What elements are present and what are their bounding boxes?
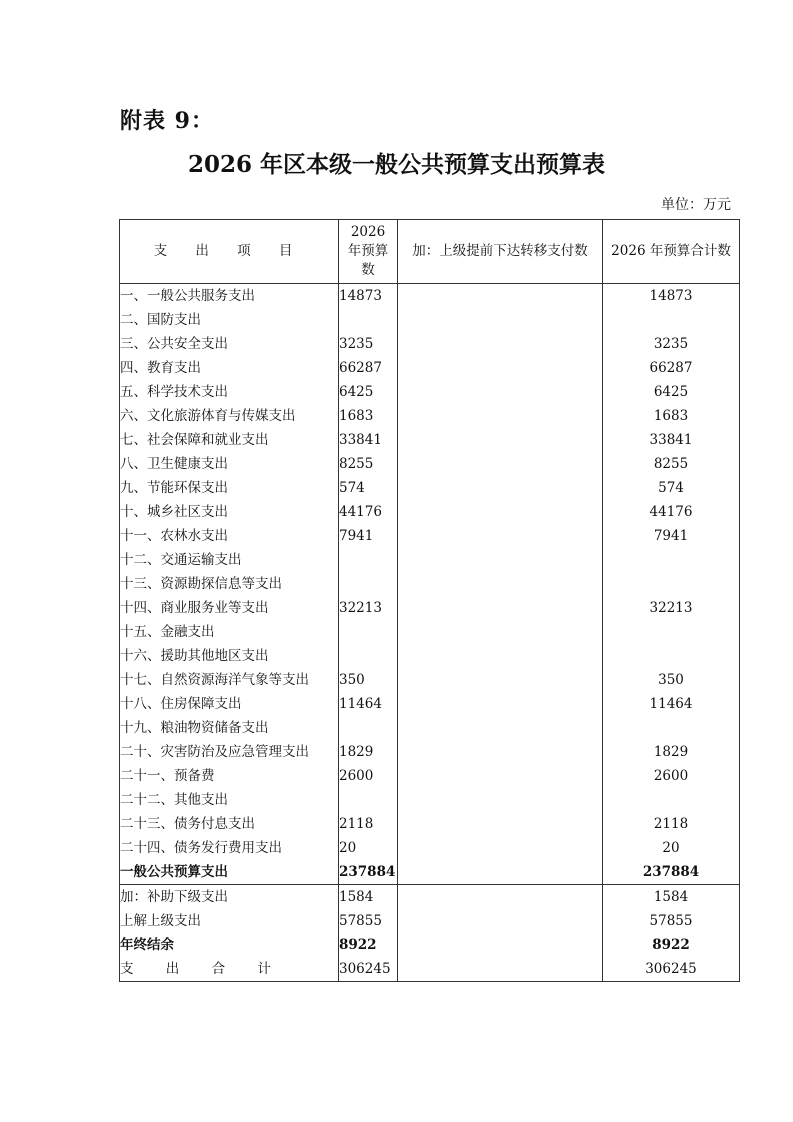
cell-budget: 1584	[339, 885, 398, 910]
header-budget-line3: 数	[361, 262, 375, 278]
cell-budget	[339, 788, 398, 812]
adjustment-row	[120, 909, 740, 933]
cell-item: 年终结余	[120, 933, 339, 957]
table-row	[120, 308, 740, 332]
table-body	[120, 284, 740, 982]
cell-budget	[339, 644, 398, 668]
cell-item: 十二、交通运输支出	[120, 548, 339, 572]
table-row	[120, 596, 740, 620]
cell-item: 二十四、债务发行费用支出	[120, 836, 339, 860]
adjustment-row	[120, 933, 740, 957]
cell-budget: 2118	[339, 812, 398, 836]
cell-budget: 350	[339, 668, 398, 692]
header-budget-line2: 年预算	[347, 243, 389, 259]
cell-item: 十一、农林水支出	[120, 524, 339, 548]
cell-transfer	[398, 524, 603, 548]
cell-total: 8255	[603, 452, 740, 476]
cell-total: 574	[603, 476, 740, 500]
cell-total	[603, 548, 740, 572]
table-row	[120, 812, 740, 836]
cell-total: 6425	[603, 380, 740, 404]
cell-transfer	[398, 380, 603, 404]
cell-item: 二十三、债务付息支出	[120, 812, 339, 836]
table-row	[120, 572, 740, 596]
cell-item: 四、教育支出	[120, 356, 339, 380]
cell-item: 十八、住房保障支出	[120, 692, 339, 716]
cell-budget	[339, 716, 398, 740]
table-row	[120, 692, 740, 716]
cell-budget	[339, 308, 398, 332]
cell-budget: 306245	[339, 957, 398, 982]
cell-total: 66287	[603, 356, 740, 380]
cell-total	[603, 308, 740, 332]
cell-transfer	[398, 356, 603, 380]
cell-item: 六、文化旅游体育与传媒支出	[120, 404, 339, 428]
cell-item: 十五、金融支出	[120, 620, 339, 644]
cell-budget: 44176	[339, 500, 398, 524]
cell-item: 二、国防支出	[120, 308, 339, 332]
table-row	[120, 332, 740, 356]
cell-budget: 66287	[339, 356, 398, 380]
header-budget	[339, 220, 398, 284]
table-row	[120, 284, 740, 309]
header-budget-line1: 2026	[350, 224, 386, 240]
cell-total: 1683	[603, 404, 740, 428]
cell-item: 十九、粮油物资储备支出	[120, 716, 339, 740]
cell-total	[603, 572, 740, 596]
cell-transfer	[398, 788, 603, 812]
cell-budget: 1683	[339, 404, 398, 428]
table-row	[120, 548, 740, 572]
cell-budget: 57855	[339, 909, 398, 933]
cell-total: 44176	[603, 500, 740, 524]
unit-label: 单位：万元	[661, 197, 731, 213]
cell-total: 2600	[603, 764, 740, 788]
cell-item: 三、公共安全支出	[120, 332, 339, 356]
table-row	[120, 356, 740, 380]
cell-total: 1829	[603, 740, 740, 764]
cell-item: 十七、自然资源海洋气象等支出	[120, 668, 339, 692]
cell-total	[603, 716, 740, 740]
cell-transfer	[398, 909, 603, 933]
table-row	[120, 716, 740, 740]
cell-transfer	[398, 764, 603, 788]
cell-budget: 11464	[339, 692, 398, 716]
cell-budget: 237884	[339, 860, 398, 885]
cell-transfer	[398, 548, 603, 572]
table-row	[120, 668, 740, 692]
cell-item: 七、社会保障和就业支出	[120, 428, 339, 452]
cell-item: 二十二、其他支出	[120, 788, 339, 812]
cell-total	[603, 788, 740, 812]
adjustment-row	[120, 885, 740, 910]
cell-budget	[339, 548, 398, 572]
cell-total	[603, 620, 740, 644]
cell-budget: 8922	[339, 933, 398, 957]
cell-budget: 8255	[339, 452, 398, 476]
cell-total	[603, 644, 740, 668]
cell-item: 十六、援助其他地区支出	[120, 644, 339, 668]
cell-transfer	[398, 668, 603, 692]
header-item: 支 出 项 目	[120, 220, 339, 284]
cell-total: 3235	[603, 332, 740, 356]
cell-transfer	[398, 404, 603, 428]
cell-total: 237884	[603, 860, 740, 885]
table-row	[120, 404, 740, 428]
cell-budget: 2600	[339, 764, 398, 788]
cell-budget	[339, 620, 398, 644]
cell-item: 十、城乡社区支出	[120, 500, 339, 524]
table-row	[120, 476, 740, 500]
table-row	[120, 764, 740, 788]
table-row	[120, 836, 740, 860]
cell-item: 二十、灾害防治及应急管理支出	[120, 740, 339, 764]
table-row	[120, 740, 740, 764]
cell-total: 57855	[603, 909, 740, 933]
cell-item: 支 出 合 计	[120, 957, 339, 982]
cell-item: 九、节能环保支出	[120, 476, 339, 500]
table-row	[120, 380, 740, 404]
table-row	[120, 644, 740, 668]
cell-budget: 20	[339, 836, 398, 860]
cell-total: 11464	[603, 692, 740, 716]
cell-total: 7941	[603, 524, 740, 548]
cell-total: 14873	[603, 284, 740, 309]
appendix-label: 附表 9：	[120, 108, 214, 134]
cell-transfer	[398, 716, 603, 740]
cell-budget: 3235	[339, 332, 398, 356]
cell-transfer	[398, 572, 603, 596]
cell-budget: 7941	[339, 524, 398, 548]
cell-transfer	[398, 476, 603, 500]
table-row	[120, 500, 740, 524]
cell-budget: 6425	[339, 380, 398, 404]
cell-total: 8922	[603, 933, 740, 957]
cell-transfer	[398, 284, 603, 309]
cell-transfer	[398, 644, 603, 668]
table-header	[120, 220, 740, 284]
cell-item: 二十一、预备费	[120, 764, 339, 788]
table-row	[120, 524, 740, 548]
cell-total: 350	[603, 668, 740, 692]
cell-budget: 574	[339, 476, 398, 500]
header-row	[120, 220, 740, 284]
cell-transfer	[398, 812, 603, 836]
cell-total: 33841	[603, 428, 740, 452]
cell-total: 306245	[603, 957, 740, 982]
cell-transfer	[398, 957, 603, 982]
budget-table	[119, 219, 740, 982]
cell-transfer	[398, 836, 603, 860]
cell-total: 20	[603, 836, 740, 860]
cell-budget: 33841	[339, 428, 398, 452]
cell-item: 上解上级支出	[120, 909, 339, 933]
cell-transfer	[398, 885, 603, 910]
cell-item: 加：补助下级支出	[120, 885, 339, 910]
cell-item: 十三、资源勘探信息等支出	[120, 572, 339, 596]
cell-transfer	[398, 452, 603, 476]
cell-total: 2118	[603, 812, 740, 836]
table-row	[120, 452, 740, 476]
cell-transfer	[398, 740, 603, 764]
table-row	[120, 428, 740, 452]
cell-transfer	[398, 596, 603, 620]
header-transfer: 加：上级提前下达转移支付数	[398, 220, 603, 284]
cell-item: 十四、商业服务业等支出	[120, 596, 339, 620]
cell-budget: 32213	[339, 596, 398, 620]
cell-transfer	[398, 500, 603, 524]
cell-transfer	[398, 692, 603, 716]
table-row	[120, 620, 740, 644]
cell-item: 八、卫生健康支出	[120, 452, 339, 476]
cell-budget	[339, 572, 398, 596]
cell-transfer	[398, 428, 603, 452]
cell-item: 一般公共预算支出	[120, 860, 339, 885]
header-total: 2026 年预算合计数	[603, 220, 740, 284]
cell-total: 32213	[603, 596, 740, 620]
cell-budget: 1829	[339, 740, 398, 764]
subtotal-row	[120, 860, 740, 885]
cell-item: 五、科学技术支出	[120, 380, 339, 404]
grand-total-row	[120, 957, 740, 982]
cell-transfer	[398, 933, 603, 957]
cell-transfer	[398, 332, 603, 356]
cell-budget: 14873	[339, 284, 398, 309]
table-row	[120, 788, 740, 812]
cell-total: 1584	[603, 885, 740, 910]
page-title: 2026 年区本级一般公共预算支出预算表	[187, 151, 606, 178]
cell-item: 一、一般公共服务支出	[120, 284, 339, 309]
cell-transfer	[398, 860, 603, 885]
cell-transfer	[398, 308, 603, 332]
cell-transfer	[398, 620, 603, 644]
